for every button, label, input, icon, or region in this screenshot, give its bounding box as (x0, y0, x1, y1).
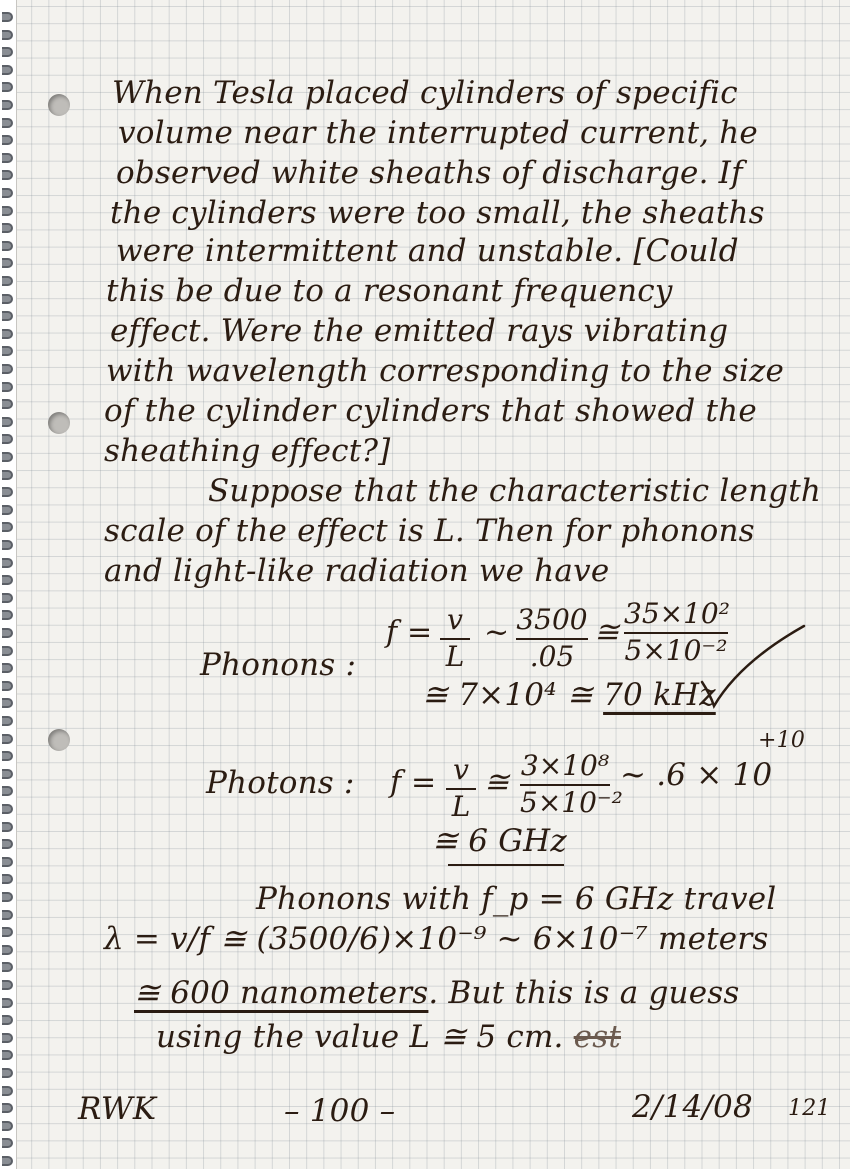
spiral-binding (0, 0, 17, 1169)
footer-date: 2/14/08 (632, 1089, 753, 1125)
underline-rule (448, 864, 564, 866)
text-span: using the value L ≅ 5 cm. (156, 1019, 564, 1055)
spiral-loop (2, 47, 13, 57)
text-line: Suppose that the characteristic length (208, 473, 822, 509)
punch-hole (48, 729, 70, 751)
spiral-loop (2, 329, 13, 339)
spiral-loop (2, 962, 13, 972)
spiral-loop (2, 470, 13, 480)
footer-page-number: – 100 – (284, 1093, 396, 1129)
spiral-loop (2, 258, 13, 268)
spiral-loop (2, 945, 13, 955)
photons-label: Photons : (206, 765, 355, 801)
spiral-loop (2, 434, 13, 444)
text-line: and light-like radiation we have (104, 553, 610, 589)
spiral-loop (2, 698, 13, 708)
spiral-loop (2, 206, 13, 216)
spiral-loop (2, 769, 13, 779)
footer-initials: RWK (78, 1091, 157, 1127)
spiral-loop (2, 646, 13, 656)
photons-tail: ~ .6 × 10 (620, 757, 773, 793)
spiral-loop (2, 910, 13, 920)
footer-code: 121 (788, 1096, 831, 1121)
spiral-loop (2, 610, 13, 620)
phonons-result (422, 677, 716, 713)
text-line: volume near the interrupted current, he (118, 115, 758, 151)
text-line: scale of the effect is L. Then for phonons (104, 513, 755, 549)
numerator: v (447, 603, 463, 636)
spiral-loop (2, 153, 13, 163)
text-line: When Tesla placed cylinders of specific (112, 75, 738, 111)
numerator: 35×10² (624, 597, 730, 630)
spiral-loop (2, 892, 13, 902)
struck-text: est (573, 1019, 621, 1055)
spiral-loop (2, 30, 13, 40)
spiral-loop (2, 223, 13, 233)
text-line: of the cylinder cylinders that showed the (104, 393, 757, 429)
text-span: . But this is a guess (428, 975, 740, 1011)
text-line: λ = v/f ≅ (3500/6)×10⁻⁹ ~ 6×10⁻⁷ meters (104, 921, 769, 957)
numerator: 3×10⁸ (520, 749, 610, 782)
spiral-loop (2, 12, 13, 22)
spiral-loop (2, 364, 13, 374)
text-line (134, 975, 740, 1011)
spiral-loop (2, 628, 13, 638)
spiral-loop (2, 399, 13, 409)
spiral-loop (2, 927, 13, 937)
spiral-loop (2, 980, 13, 990)
spiral-loop (2, 135, 13, 145)
spiral-loop (2, 734, 13, 744)
phonons-f: f = (386, 615, 433, 650)
photons-v-over-l (446, 753, 476, 823)
spiral-loop (2, 804, 13, 814)
spiral-loop (2, 522, 13, 532)
spiral-loop (2, 663, 13, 673)
spiral-loop (2, 1121, 13, 1131)
spiral-loop (2, 311, 13, 321)
denominator: L (451, 790, 471, 823)
spiral-loop (2, 1138, 13, 1148)
numerator: v (453, 753, 469, 786)
approx-sign: ~ (484, 615, 510, 650)
phonons-fraction-1 (516, 603, 588, 673)
spiral-loop (2, 382, 13, 392)
spiral-loop (2, 716, 13, 726)
denominator: L (445, 640, 465, 673)
checkmark-icon (700, 622, 810, 712)
spiral-loop (2, 540, 13, 550)
denominator: .05 (529, 640, 575, 673)
text-line: the cylinders were too small, the sheaths (110, 195, 765, 231)
phonons-v-over-l (440, 603, 470, 673)
spiral-loop (2, 558, 13, 568)
spiral-loop (2, 1015, 13, 1025)
spiral-loop (2, 452, 13, 462)
spiral-loop (2, 1050, 13, 1060)
spiral-loop (2, 1156, 13, 1166)
photons-exponent: +10 (758, 728, 806, 753)
spiral-loop (2, 998, 13, 1008)
spiral-loop (2, 1033, 13, 1043)
text-line (156, 1019, 621, 1055)
spiral-loop (2, 681, 13, 691)
spiral-loop (2, 241, 13, 251)
phonons-label: Phonons : (200, 647, 357, 683)
photons-fraction (520, 749, 623, 819)
spiral-loop (2, 1086, 13, 1096)
text-line: with wavelength corresponding to the size (106, 353, 785, 389)
approx-sign: ≅ (594, 615, 620, 650)
spiral-loop (2, 276, 13, 286)
text-line: Phonons with f_p = 6 GHz travel (256, 881, 777, 917)
punch-hole (48, 94, 70, 116)
text-line: this be due to a resonant frequency (106, 273, 673, 309)
spiral-loop (2, 505, 13, 515)
spiral-loop (2, 593, 13, 603)
spiral-loop (2, 487, 13, 497)
spiral-loop (2, 751, 13, 761)
numerator: 3500 (516, 603, 588, 636)
spiral-loop (2, 575, 13, 585)
spiral-loop (2, 118, 13, 128)
spiral-loop (2, 786, 13, 796)
spiral-loop (2, 839, 13, 849)
spiral-loop (2, 100, 13, 110)
result-prefix: ≅ 7×10⁴ ≅ (422, 677, 594, 713)
denominator: 5×10⁻² (520, 786, 623, 819)
spiral-loop (2, 294, 13, 304)
spiral-loop (2, 170, 13, 180)
spiral-loop (2, 1103, 13, 1113)
text-line: observed white sheaths of discharge. If (116, 155, 743, 191)
spiral-loop (2, 417, 13, 427)
result-value: ≅ 600 nanometers (134, 975, 429, 1011)
text-line: sheathing effect?] (104, 433, 391, 469)
spiral-loop (2, 874, 13, 884)
spiral-loop (2, 82, 13, 92)
spiral-loop (2, 822, 13, 832)
denominator: 5×10⁻² (624, 634, 728, 667)
text-line: were intermittent and unstable. [Could (116, 233, 739, 269)
text-line: effect. Were the emitted rays vibrating (110, 313, 729, 349)
photons-result: ≅ 6 GHz (432, 823, 567, 859)
spiral-loop (2, 857, 13, 867)
spiral-loop (2, 1068, 13, 1078)
result-value: 70 kHz (603, 677, 716, 713)
spiral-loop (2, 65, 13, 75)
punch-hole (48, 412, 70, 434)
photons-f: f = (390, 765, 437, 800)
spiral-loop (2, 188, 13, 198)
spiral-loop (2, 346, 13, 356)
approx-sign: ≅ (484, 765, 510, 800)
